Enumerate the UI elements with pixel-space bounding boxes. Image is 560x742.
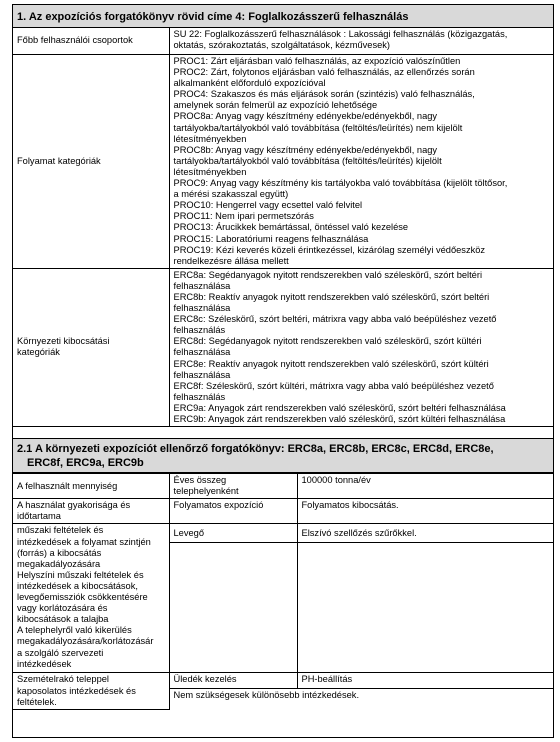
proc-line: PROC13: Árucikkek bemártással, öntéssel való kezelése xyxy=(173,222,409,233)
proc-line: PROC1: Zárt eljárásban való felhasználás, az expozíció valószínűtlen xyxy=(173,56,461,66)
erc-line: felhasználás xyxy=(173,391,226,402)
technical-row xyxy=(13,524,553,673)
technical-label-line: A telephelyről való kikerülés xyxy=(17,625,132,636)
proc-line: létesítményekben xyxy=(173,133,247,144)
technical-label-line: megakadályozására xyxy=(17,558,101,569)
technical-value: Elszívó szellőzés szűrőkkel. xyxy=(298,524,554,543)
technical-label-line: műszaki feltételek és xyxy=(17,525,104,536)
proc-line: rendelkezésre állása mellett xyxy=(173,255,289,266)
amount-key-line: Éves összeg xyxy=(173,475,227,486)
document-page xyxy=(12,4,554,738)
frequency-label-line: A használat gyakorisága és xyxy=(17,500,131,511)
sewage-label-line: feltételek. xyxy=(17,696,57,707)
sewage-label-line: Szemételrakó teleppel xyxy=(17,674,109,685)
technical-label-line: intézkedések a folyamat szintjén xyxy=(17,536,151,547)
technical-label-line: intézkedések a kibocsátások, xyxy=(17,580,138,591)
erc-line: ERC9a: Anyagok zárt rendszerekben való széleskörű, szórt beltéri felhasználása xyxy=(173,402,506,413)
technical-label-line: levegőemissziók csökkentésére xyxy=(17,592,148,603)
erc-line: ERC8f: Széleskörű, szórt kültéri, mátrixra vagy abba való beépüléshez vezető xyxy=(173,380,494,391)
user-groups-value xyxy=(169,28,553,55)
user-groups-line: oktatás, szórakoztatás, szolgáltatások, kézművesek) xyxy=(173,40,391,51)
amount-key-line: telephelyenként xyxy=(173,486,239,497)
proc-line: létesítményekben xyxy=(173,166,247,177)
erc-line: ERC8c: Széleskörű, szórt beltéri, mátrixra vagy abba való beépüléshez vezető xyxy=(173,314,497,325)
erc-line: felhasználása xyxy=(173,280,231,291)
technical-label-line: (forrás) a kibocsátás xyxy=(17,547,102,558)
technical-label-line: a szolgáló szervezeti xyxy=(17,647,104,658)
section-gap xyxy=(13,427,553,438)
erc-line: felhasználása xyxy=(173,303,231,314)
environmental-release-label xyxy=(13,268,169,426)
sewage-row xyxy=(13,673,553,689)
technical-label xyxy=(13,524,169,673)
sewage-label xyxy=(13,673,169,709)
frequency-row xyxy=(13,499,553,524)
erc-line: ERC9b: Anyagok zárt rendszerekben való széleskörű, szórt kültéri felhasználása xyxy=(173,414,506,424)
sewage-label-line: kaposolatos intézkedések és xyxy=(17,685,136,696)
sewage-key: Üledék kezelés xyxy=(169,673,297,689)
environmental-release-value xyxy=(169,268,553,426)
technical-key-cell xyxy=(169,524,297,673)
section2-table xyxy=(13,473,553,710)
user-groups-row xyxy=(13,28,553,55)
process-categories-row xyxy=(13,55,553,269)
proc-line: PROC9: Anyag vagy készítmény kis tartályokba való továbbítása (kijelölt töltősor, xyxy=(173,178,508,189)
section2-title-line: 2.1 A környezeti expozíciót ellenőrző forgatókönyv: ERC8a, ERC8b, ERC8c, ERC8d, ERC8e, xyxy=(17,443,494,456)
erc-line: felhasználás xyxy=(173,325,226,336)
frequency-value: Folyamatos kibocsátás. xyxy=(297,499,553,524)
proc-line: tartályokba/tartályokból való továbbítása (feltöltés/leürítés) kijelölt xyxy=(173,155,442,166)
section1-table xyxy=(13,28,553,427)
technical-label-line: intézkedések xyxy=(17,658,72,669)
section2-title-line: ERC8f, ERC9a, ERC9b xyxy=(27,457,144,470)
amount-label: A felhasznált mennyiség xyxy=(13,474,169,499)
user-groups-line: SU 22: Foglalkozásszerű felhasználások : Lakossági felhasználás (közigazgatás, xyxy=(173,29,508,39)
technical-label-line: vagy korlátozására és xyxy=(17,603,108,614)
environmental-release-label-line: Környezeti kibocsátási xyxy=(17,336,110,347)
environmental-release-label-line: kategóriák xyxy=(17,347,60,358)
proc-line: PROC4: Szakaszos és más eljárások során (szintézis) való felhasználás, xyxy=(173,89,475,100)
process-categories-label: Folyamat kategóriák xyxy=(13,55,169,269)
frequency-label xyxy=(13,499,169,524)
proc-line: PROC8b: Anyag vagy készítmény edényekbe/edényekből, nagy xyxy=(173,144,438,155)
technical-value-cell xyxy=(297,524,553,673)
erc-line: ERC8b: Reaktív anyagok nyitott rendszerekben való széleskörű, szórt beltéri xyxy=(173,291,490,302)
proc-line: PROC15: Laboratóriumi reagens felhasználása xyxy=(173,233,369,244)
proc-line: PROC8a: Anyag vagy készítmény edényekbe/edényekből, nagy xyxy=(173,111,438,122)
proc-line: PROC11: Nem ipari permetszórás xyxy=(173,211,314,222)
sewage-value: PH-beállítás xyxy=(297,673,553,689)
technical-label-line: megakadályozására/korlátozásár xyxy=(17,636,154,647)
frequency-key: Folyamatos expozíció xyxy=(169,499,297,524)
amount-row xyxy=(13,474,553,499)
amount-value: 100000 tonna/év xyxy=(297,474,553,499)
proc-line: PROC2: Zárt, folytonos eljárásban való felhasználás, az ellenőrzés során xyxy=(173,67,475,78)
frequency-label-line: időtartama xyxy=(17,511,61,522)
erc-line: felhasználása xyxy=(173,369,231,380)
section1-title: 1. Az expozíciós forgatókönyv rövid címe 4: Foglalkozásszerű felhasználás xyxy=(13,5,553,28)
erc-line: felhasználása xyxy=(173,347,231,358)
amount-key xyxy=(169,474,297,499)
erc-line: ERC8e: Reaktív anyagok nyitott rendszerekben való széleskörű, szórt kültéri xyxy=(173,358,489,369)
process-categories-value xyxy=(169,55,553,269)
section2-title xyxy=(13,438,553,473)
proc-line: tartályokba/tartályokból való továbbítása (feltöltés/leürítés) nem kijelölt xyxy=(173,122,463,133)
erc-line: ERC8a: Segédanyagok nyitott rendszerekben való széleskörű, szórt beltéri xyxy=(173,269,483,280)
proc-line: amelynek során felmerül az expozíció lehetősége xyxy=(173,100,378,111)
proc-line: PROC10: Hengerrel vagy ecsettel való felvitel xyxy=(173,200,363,211)
technical-label-line: Helyszíni műszaki feltételek és xyxy=(17,569,144,580)
environmental-release-row xyxy=(13,268,553,426)
technical-label-line: kibocsátások a talajba xyxy=(17,614,109,625)
user-groups-label: Főbb felhasználói csoportok xyxy=(13,28,169,55)
erc-line: ERC8d: Segédanyagok nyitott rendszerekben való széleskörű, szórt kültéri xyxy=(173,336,482,347)
proc-line: a mérési szakasszal együtt) xyxy=(173,189,289,200)
sewage-note: Nem szükségesek különösebb intézkedések. xyxy=(169,689,553,710)
proc-line: alkalmanként előforduló expozícióval xyxy=(173,78,326,89)
proc-line: PROC19: Kézi keverés közeli érintkezéssel, kizárólag személyi védőeszköz xyxy=(173,244,486,255)
technical-key: Levegő xyxy=(170,524,297,543)
